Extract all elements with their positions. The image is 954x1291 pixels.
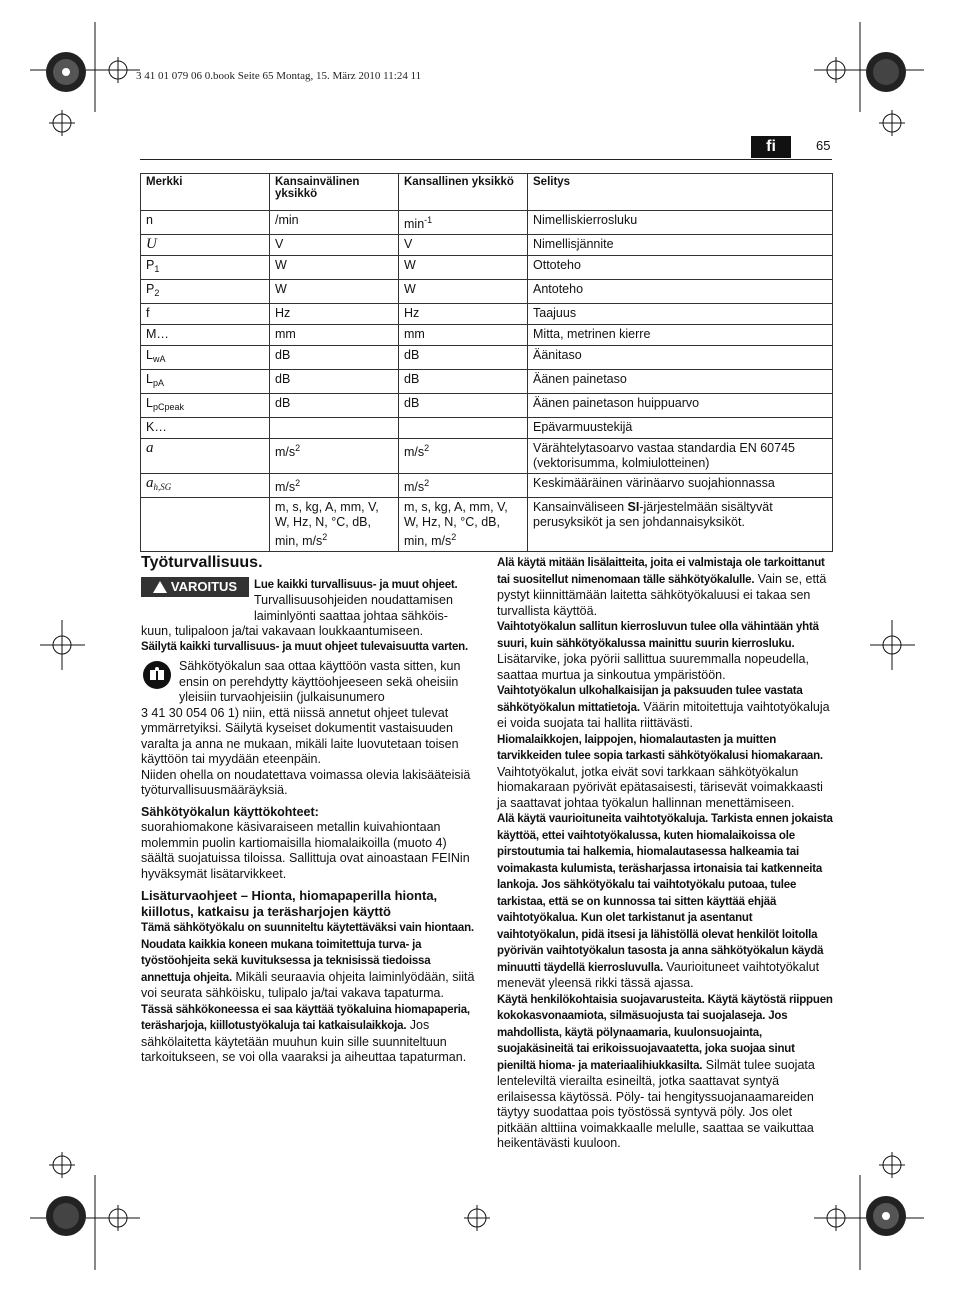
intl-unit: dB (275, 372, 291, 386)
description-cell (528, 418, 833, 439)
intl-unit: /min (275, 213, 299, 227)
description-cell (528, 498, 833, 552)
paragraph (497, 811, 835, 992)
national-unit-cell (399, 370, 528, 394)
symbol-subscript: 1 (154, 264, 160, 274)
paragraph (497, 683, 835, 732)
warning-bold: Lue kaikki turvallisuus- ja muut ohjeet. (254, 578, 458, 591)
table-row (141, 474, 833, 498)
symbol: a (146, 475, 154, 491)
paragraph (141, 920, 477, 1002)
warning-triangle-icon (153, 581, 167, 593)
intl-unit-exp: 2 (295, 478, 301, 488)
description-cell (528, 439, 833, 474)
symbol: M… (146, 327, 169, 341)
intl-unit: dB (275, 348, 291, 362)
symbol-cell (141, 474, 270, 498)
symbol-cell (141, 304, 270, 325)
description: Keskimääräinen värinäarvo suojahionnassa (533, 476, 775, 490)
purpose-text: suorahiomakone käsivaraiseen metallin kuivahiontaan molemmin puolin kartiomaisilla hiomalaikoilla (muoto 4) säältä suojatuissa tiloissa. Sallittuja ovat ainoastaan FEINin hyväksymät lisätarvikkeet. (141, 820, 470, 881)
warning-badge (141, 577, 249, 597)
extra-safety-heading: Lisäturvaohjeet – Hionta, hiomapaperilla hionta, kiillotus, katkaisu ja teräsharjojen käyttö (141, 888, 438, 919)
description: Kansainväliseen (533, 500, 628, 514)
intl-unit-cell (270, 304, 399, 325)
paragraph-text: Mikäli seuraavia ohjeita laiminlyödään, siitä voi seurata sähköisku, tulipalo ja/tai vakava tapaturma. (141, 969, 475, 1000)
paragraph-text: Väärin mitoitettuja vaihtotyökaluja ei voida suojata tai hallita riittävästi. (497, 699, 830, 730)
symbol: L (146, 372, 153, 386)
national-unit: dB (404, 372, 420, 386)
intl-unit: dB (275, 396, 291, 410)
symbol-subscript: 2 (154, 288, 160, 298)
symbol: a (146, 440, 154, 456)
table-header: Kansainvälinen yksikkö (270, 174, 399, 211)
national-unit-cell (399, 235, 528, 256)
table-header: Merkki (141, 174, 270, 211)
paragraph-text: Jos sähkölaitetta käytetään muuhun kuin sille suunniteltuun tarkoitukseen, se voi olla vaaraksi ja aiheuttaa tapaturman. (141, 1018, 467, 1064)
warning-label: VAROITUS (170, 578, 238, 594)
national-unit: W (404, 258, 416, 272)
national-unit-exp: 2 (451, 532, 457, 542)
intl-unit-cell (270, 498, 399, 552)
national-unit: dB (404, 348, 420, 362)
national-unit-cell (399, 256, 528, 280)
symbol-cell (141, 280, 270, 304)
paragraph (497, 619, 835, 683)
units-table (140, 173, 833, 552)
intl-unit: Hz (275, 306, 291, 320)
table-row (141, 256, 833, 280)
intl-unit-cell (270, 280, 399, 304)
intl-unit-cell (270, 370, 399, 394)
paragraph-bold: Tämä sähkötyökalu on suunniteltu käytettäväksi vain hiontaan. Noudata kaikkia koneen mukana toimitettuja turva- ja työstöohjeita sekä kuvituksessa ja teknisissä tiedoissa annettuja ohjeita. (141, 922, 474, 984)
national-unit-cell (399, 439, 528, 474)
right-column (497, 555, 835, 1152)
national-unit-cell (399, 211, 528, 235)
description: -järjestelmään sisältyvät perusyksiköt ja sen johdannaisyksiköt. (533, 500, 773, 529)
symbol-subscript: wA (152, 354, 166, 364)
read-manual-block (141, 659, 477, 706)
table-row (141, 346, 833, 370)
paragraph-text: Vaurioituneet vaihtotyökalut menevät yleensä rikki tässä ajassa. (497, 959, 820, 990)
table-row (141, 235, 833, 256)
paragraph-text: Silmät tulee suojata lenteleviltä vierailta esineiltä, jotka saattavat syntyä erilaisessa käytössä. Pöly- tai hengityssuojanaamareiden täytyy suodattaa pois työstössä syntyvä pöly. Jos olet pitkään alttiina voimakkaalle melulle, saattaa se vaikuttaa heikentävästi kuuloon. (497, 1057, 815, 1150)
paragraph (497, 732, 835, 812)
read-manual-icon (143, 661, 171, 689)
description-cell (528, 474, 833, 498)
symbol: f (146, 306, 150, 320)
national-unit: W (404, 282, 416, 296)
section-title: Työturvallisuus. (141, 554, 263, 571)
table-row (141, 370, 833, 394)
keep-instructions: Säilytä kaikki turvallisuus- ja muut ohjeet tulevaisuutta varten. (141, 640, 468, 653)
description: Antoteho (533, 282, 584, 296)
table-row (141, 280, 833, 304)
table-header: Selitys (528, 174, 833, 211)
symbol-cell (141, 394, 270, 418)
symbol: L (146, 396, 153, 410)
paragraph-bold: Alä käytä vaurioituneita vaihtotyökaluja. Tarkista ennen jokaista käyttöä, ettei vaihtotyökalussa, kuten hiomalaikoissa ole pirstoutumia tai halkemia, hiomalautasessa halkeamia tai voimakasta kulumista, teräsharjassa irtonaisia tai katkenneita lankoja. Jos sähkötyökalu tai vaihtotyökalu putoaa, tulee tarkistaa, että se on kunnossa tai sitten käyttää ehjää vaihtotyökalua. Kun olet tarkistanut ja asentanut vaihtotyökalun, pidä itsesi ja lähistöllä olevat henkilöt loitolla pyörivän vaihtotyökalun tasosta ja anna sähkötyökalun käydä minuutti täydellä kierrosluvulla. (497, 813, 833, 974)
national-unit: m/s (404, 445, 425, 459)
national-unit-cell (399, 325, 528, 346)
description: Ottoteho (533, 258, 581, 272)
national-unit: Hz (404, 306, 420, 320)
national-unit-exp: 2 (424, 443, 430, 453)
intl-unit-cell (270, 325, 399, 346)
description: Nimellisjännite (533, 237, 614, 251)
intl-unit: m/s (275, 480, 296, 494)
intl-unit-cell (270, 439, 399, 474)
page-number: 65 (816, 138, 831, 153)
description-cell (528, 256, 833, 280)
national-unit-cell (399, 394, 528, 418)
description-bold: SI (627, 500, 640, 514)
intl-unit-cell (270, 256, 399, 280)
symbol-subscript: pCpeak (152, 402, 184, 412)
intl-unit-cell (270, 418, 399, 439)
symbol-cell (141, 325, 270, 346)
paragraph-text: Lisätarvike, joka pyörii sallittua suuremmalla nopeudella, saattaa murtua ja sinkoutua ympäristöön. (497, 652, 809, 682)
paragraph-bold: Vaihtotyökalun sallitun kierrosluvun tulee olla vähintään yhtä suuri, kuin sähkötyökalussa mainittu suurin kierrosluku. (497, 621, 819, 650)
paragraph-bold: Vaihtotyökalun ulkohalkaisijan ja paksuuden tulee vastata sähkötyökalun mittatietoja. (497, 685, 803, 714)
national-unit-cell (399, 498, 528, 552)
description-cell (528, 394, 833, 418)
national-unit-cell (399, 418, 528, 439)
national-unit-exp: 2 (424, 478, 430, 488)
table-row (141, 418, 833, 439)
intl-unit: V (275, 237, 284, 251)
symbol: U (146, 236, 157, 252)
symbol-cell (141, 256, 270, 280)
paragraph (141, 1002, 477, 1066)
intl-unit-cell (270, 394, 399, 418)
intl-unit: m, s, kg, A, mm, V, W, Hz, N, °C, dB, min, m/s (275, 500, 379, 548)
description: Äänitaso (533, 348, 582, 362)
symbol-subscript: h,SG (153, 482, 172, 492)
left-column (141, 555, 477, 1066)
description-cell (528, 346, 833, 370)
table-row (141, 439, 833, 474)
language-badge: fi (751, 136, 791, 158)
description-cell (528, 370, 833, 394)
national-unit: mm (404, 327, 425, 341)
intl-unit: m/s (275, 445, 296, 459)
paragraph-bold: Tässä sähkökoneessa ei saa käyttää työkaluina hiomapaperia, teräsharjoja, kiillotustyökaluja tai katkaisulaikkoja. (141, 1003, 470, 1032)
paragraph-bold: Alä käytä mitään lisälaitteita, joita ei valmistaja ole tarkoittanut tai suositellut nimenomaan tälle sähkötyökalulle. (497, 557, 825, 586)
paragraph-bold: Käytä henkilökohtaisia suojavarusteita. Käytä käytöstä riippuen kokokasvonaamiota, silmäsuojusta tai suojalaseja. Jos mahdollista, käytä pölynaamaria, kuulonsuojainta, suojakäsineitä tai erikoissuojavaatetta, joka suojaa sinut pieniltä hioma- ja materiaalihiukkasilta. (497, 993, 833, 1072)
paragraph-bold: Hiomalaikkojen, laippojen, hiomalautasten ja muitten tarvikkeiden tulee sopia tarkasti sähkötyökalusi hiomakaraan. (497, 733, 823, 762)
paragraph-text: Vain se, että pystyt kiinnittämään laitetta sähkötyökaluusi ei takaa sen turvallista käyttöä. (497, 571, 827, 618)
national-unit: V (404, 237, 413, 251)
description: Äänen painetaso (533, 372, 627, 386)
table-row (141, 325, 833, 346)
national-unit-cell (399, 280, 528, 304)
warning-block (141, 577, 477, 625)
table-row (141, 498, 833, 552)
read-manual-text-cont: 3 41 30 054 06 1) niin, että niissä annetut ohjeet tulevat ymmärretyiksi. Säilytä kyseiset dokumentit vastaisuuden varalta ja anna ne mukaan, mikäli laite luovutetaan toisen käyttöön tai myydään eteenpäin. (141, 705, 459, 766)
intl-unit: W (275, 282, 287, 296)
purpose-heading: Sähkötyökalun käyttökohteet: (141, 804, 319, 819)
description: Epävarmuustekijä (533, 420, 633, 434)
description: Nimelliskierrosluku (533, 213, 638, 227)
symbol: P (146, 258, 155, 272)
symbol: P (146, 282, 155, 296)
symbol-subscript: pA (152, 378, 164, 388)
paragraph (497, 992, 835, 1152)
intl-unit-exp: 2 (295, 443, 301, 453)
paragraph-text: Vaihtotyökalut, jotka eivät sovi tarkkaan sähkötyökalun hiomakaraan pyörivät epätasaisesti, tärisevät voimakkaasti ja saattavat johtaa työkalun hallinnan menettämiseen. (497, 764, 823, 810)
intl-unit-cell (270, 474, 399, 498)
description: Mitta, metrinen kierre (533, 327, 651, 341)
national-unit-exp: -1 (424, 215, 433, 225)
description-cell (528, 280, 833, 304)
national-unit: m, s, kg, A, mm, V, W, Hz, N, °C, dB, min, m/s (404, 500, 508, 548)
symbol-cell (141, 346, 270, 370)
description-cell (528, 211, 833, 235)
law-text: Niiden ohella on noudatettava voimassa olevia lakisääteisiä työturvallisuusmääräyksiä. (141, 767, 471, 797)
national-unit-cell (399, 304, 528, 325)
symbol-cell (141, 235, 270, 256)
national-unit-cell (399, 346, 528, 370)
intl-unit: W (275, 258, 287, 272)
intl-unit-cell (270, 346, 399, 370)
national-unit: dB (404, 396, 420, 410)
paragraph (497, 555, 835, 619)
symbol-cell (141, 370, 270, 394)
table-header: Kansallinen yksikkö (399, 174, 528, 211)
symbol: L (146, 348, 153, 362)
description-cell (528, 304, 833, 325)
table-row (141, 394, 833, 418)
intl-unit-cell (270, 211, 399, 235)
table-header-row (141, 174, 833, 211)
national-unit: m/s (404, 480, 425, 494)
description-cell (528, 235, 833, 256)
description: Äänen painetason huippuarvo (533, 396, 700, 410)
symbol-cell (141, 439, 270, 474)
intl-unit-exp: 2 (322, 532, 328, 542)
read-manual-text: Sähkötyökalun saa ottaa käyttöön vasta sitten, kun ensin on perehdytty käyttöohjeeseen sekä oheisiin yleisiin turvaohjeisiin (julkaisunumero (179, 659, 461, 704)
intl-unit-cell (270, 235, 399, 256)
symbol: K… (146, 420, 167, 434)
symbol-cell (141, 498, 270, 552)
table-row (141, 211, 833, 235)
national-unit: min (404, 217, 425, 231)
description-cell (528, 325, 833, 346)
symbol-cell (141, 418, 270, 439)
table-row (141, 304, 833, 325)
warning-text-cont: kuun, tulipaloon ja/tai vakavaan loukkaantumiseen. (141, 624, 424, 638)
warning-text: Turvallisuusohjeiden noudattamisen laiminlyönti saattaa johtaa sähköis- (254, 593, 453, 623)
print-info-line: 3 41 01 079 06 0.book Seite 65 Montag, 15. März 2010 11:24 11 (136, 70, 422, 82)
intl-unit: mm (275, 327, 296, 341)
national-unit-cell (399, 474, 528, 498)
symbol-cell (141, 211, 270, 235)
description: Värähtelytasoarvo vastaa standardia EN 60745 (vektorisumma, kolmiulotteinen) (533, 441, 795, 470)
description: Taajuus (533, 306, 577, 320)
symbol: n (146, 213, 153, 227)
header-rule (140, 159, 832, 160)
